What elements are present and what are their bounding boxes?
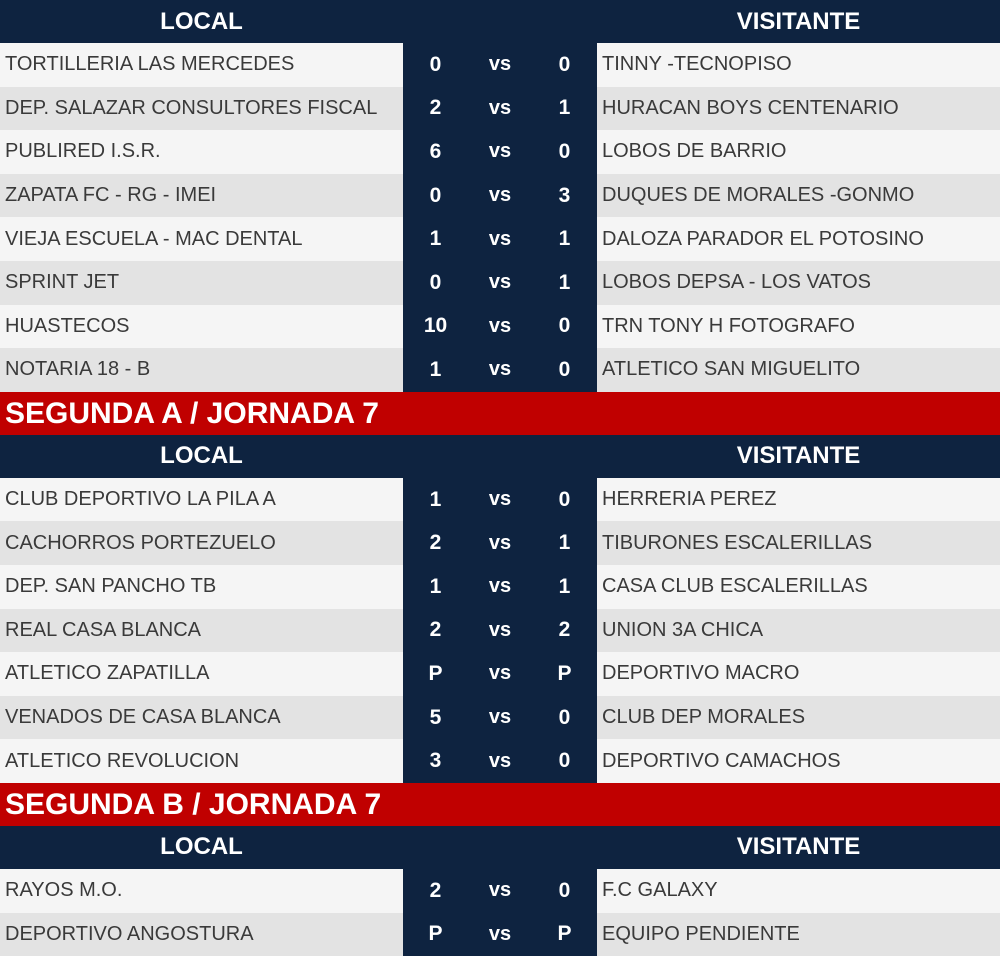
section-title: SEGUNDA A / JORNADA 7 xyxy=(0,392,1000,435)
vs-label: vs xyxy=(488,140,512,163)
score-box xyxy=(403,521,597,565)
away-team: HERRERIA PEREZ xyxy=(597,478,1000,522)
match-row xyxy=(0,305,1000,349)
visitante-header: VISITANTE xyxy=(736,833,861,861)
vs-label: vs xyxy=(488,488,512,511)
away-team: TINNY -TECNOPISO xyxy=(597,43,1000,87)
score-box xyxy=(403,348,597,392)
vs-label: vs xyxy=(488,749,512,772)
match-row xyxy=(0,739,1000,783)
score-box xyxy=(403,87,597,131)
score-box xyxy=(403,739,597,783)
vs-label: vs xyxy=(488,314,512,337)
vs-label: vs xyxy=(488,53,512,76)
match-row xyxy=(0,217,1000,261)
away-team: TRN TONY H FOTOGRAFO xyxy=(597,305,1000,349)
visitante-header: VISITANTE xyxy=(736,7,861,35)
away-score: 0 xyxy=(558,314,571,338)
home-score: 1 xyxy=(429,357,442,381)
away-score: 0 xyxy=(558,878,571,902)
vs-label: vs xyxy=(488,227,512,250)
vs-label: vs xyxy=(488,879,512,902)
match-row xyxy=(0,261,1000,305)
away-team: CLUB DEP MORALES xyxy=(597,696,1000,740)
home-score: 0 xyxy=(429,183,442,207)
home-score: 6 xyxy=(429,139,442,163)
away-score: 0 xyxy=(558,705,571,729)
away-score: 2 xyxy=(558,618,571,642)
home-team: DEPORTIVO ANGOSTURA xyxy=(0,913,403,957)
home-score: 2 xyxy=(429,531,442,555)
match-row xyxy=(0,913,1000,957)
away-score: 1 xyxy=(558,531,571,555)
section-title: SEGUNDA B / JORNADA 7 xyxy=(0,783,1000,826)
away-score: P xyxy=(557,661,572,685)
vs-label: vs xyxy=(488,184,512,207)
vs-label: vs xyxy=(488,271,512,294)
match-row xyxy=(0,565,1000,609)
home-score: 1 xyxy=(429,574,442,598)
away-team: HURACAN BOYS CENTENARIO xyxy=(597,87,1000,131)
away-score: 1 xyxy=(558,96,571,120)
away-team: DUQUES DE MORALES -GONMO xyxy=(597,174,1000,218)
column-header xyxy=(0,435,1000,478)
home-team: ZAPATA FC - RG - IMEI xyxy=(0,174,403,218)
away-team: TIBURONES ESCALERILLAS xyxy=(597,521,1000,565)
home-team: PUBLIRED I.S.R. xyxy=(0,130,403,174)
away-score: 1 xyxy=(558,227,571,251)
local-header: LOCAL xyxy=(160,7,243,35)
away-team: LOBOS DE BARRIO xyxy=(597,130,1000,174)
visitante-header: VISITANTE xyxy=(736,442,861,470)
match-row xyxy=(0,652,1000,696)
away-team: DEPORTIVO CAMACHOS xyxy=(597,739,1000,783)
score-box xyxy=(403,261,597,305)
home-score: 1 xyxy=(429,487,442,511)
away-team: DEPORTIVO MACRO xyxy=(597,652,1000,696)
local-header: LOCAL xyxy=(160,442,243,470)
away-score: 0 xyxy=(558,357,571,381)
local-header: LOCAL xyxy=(160,833,243,861)
away-score: 3 xyxy=(558,183,571,207)
home-team: SPRINT JET xyxy=(0,261,403,305)
vs-label: vs xyxy=(488,575,512,598)
score-box xyxy=(403,174,597,218)
away-team: UNION 3A CHICA xyxy=(597,609,1000,653)
home-score: 3 xyxy=(429,749,442,773)
match-row xyxy=(0,43,1000,87)
home-team: VIEJA ESCUELA - MAC DENTAL xyxy=(0,217,403,261)
home-team: CLUB DEPORTIVO LA PILA A xyxy=(0,478,403,522)
away-score: 0 xyxy=(558,749,571,773)
away-team: F.C GALAXY xyxy=(597,869,1000,913)
home-score: 2 xyxy=(429,96,442,120)
vs-label: vs xyxy=(488,662,512,685)
away-score: 1 xyxy=(558,574,571,598)
home-score: 5 xyxy=(429,705,442,729)
vs-label: vs xyxy=(488,358,512,381)
score-box xyxy=(403,696,597,740)
home-score: 1 xyxy=(429,227,442,251)
away-score: 0 xyxy=(558,52,571,76)
match-row xyxy=(0,521,1000,565)
match-row xyxy=(0,87,1000,131)
home-score: 0 xyxy=(429,270,442,294)
away-team: CASA CLUB ESCALERILLAS xyxy=(597,565,1000,609)
away-score: 1 xyxy=(558,270,571,294)
home-score: 0 xyxy=(429,52,442,76)
match-row xyxy=(0,609,1000,653)
column-header xyxy=(0,826,1000,869)
score-box xyxy=(403,652,597,696)
score-box xyxy=(403,869,597,913)
home-team: CACHORROS PORTEZUELO xyxy=(0,521,403,565)
vs-label: vs xyxy=(488,706,512,729)
home-team: HUASTECOS xyxy=(0,305,403,349)
home-team: DEP. SALAZAR CONSULTORES FISCAL xyxy=(0,87,403,131)
away-score: 0 xyxy=(558,139,571,163)
home-score: 2 xyxy=(429,618,442,642)
home-team: REAL CASA BLANCA xyxy=(0,609,403,653)
match-row xyxy=(0,348,1000,392)
vs-label: vs xyxy=(488,96,512,119)
match-row xyxy=(0,130,1000,174)
away-team: EQUIPO PENDIENTE xyxy=(597,913,1000,957)
away-team: LOBOS DEPSA - LOS VATOS xyxy=(597,261,1000,305)
match-row xyxy=(0,174,1000,218)
home-score: P xyxy=(428,661,443,685)
away-team: ATLETICO SAN MIGUELITO xyxy=(597,348,1000,392)
match-row xyxy=(0,869,1000,913)
score-box xyxy=(403,609,597,653)
home-score: 2 xyxy=(429,878,442,902)
away-score: P xyxy=(557,922,572,946)
score-box xyxy=(403,478,597,522)
score-box xyxy=(403,305,597,349)
match-row xyxy=(0,478,1000,522)
home-team: DEP. SAN PANCHO TB xyxy=(0,565,403,609)
home-team: RAYOS M.O. xyxy=(0,869,403,913)
away-score: 0 xyxy=(558,487,571,511)
away-team: DALOZA PARADOR EL POTOSINO xyxy=(597,217,1000,261)
score-box xyxy=(403,565,597,609)
score-box xyxy=(403,130,597,174)
home-score: P xyxy=(428,922,443,946)
home-score: 10 xyxy=(423,314,448,338)
home-team: ATLETICO REVOLUCION xyxy=(0,739,403,783)
match-row xyxy=(0,696,1000,740)
score-box xyxy=(403,43,597,87)
score-box xyxy=(403,913,597,957)
vs-label: vs xyxy=(488,531,512,554)
home-team: TORTILLERIA LAS MERCEDES xyxy=(0,43,403,87)
vs-label: vs xyxy=(488,922,512,945)
home-team: NOTARIA 18 - B xyxy=(0,348,403,392)
home-team: VENADOS DE CASA BLANCA xyxy=(0,696,403,740)
vs-label: vs xyxy=(488,618,512,641)
column-header xyxy=(0,0,1000,43)
score-box xyxy=(403,217,597,261)
home-team: ATLETICO ZAPATILLA xyxy=(0,652,403,696)
